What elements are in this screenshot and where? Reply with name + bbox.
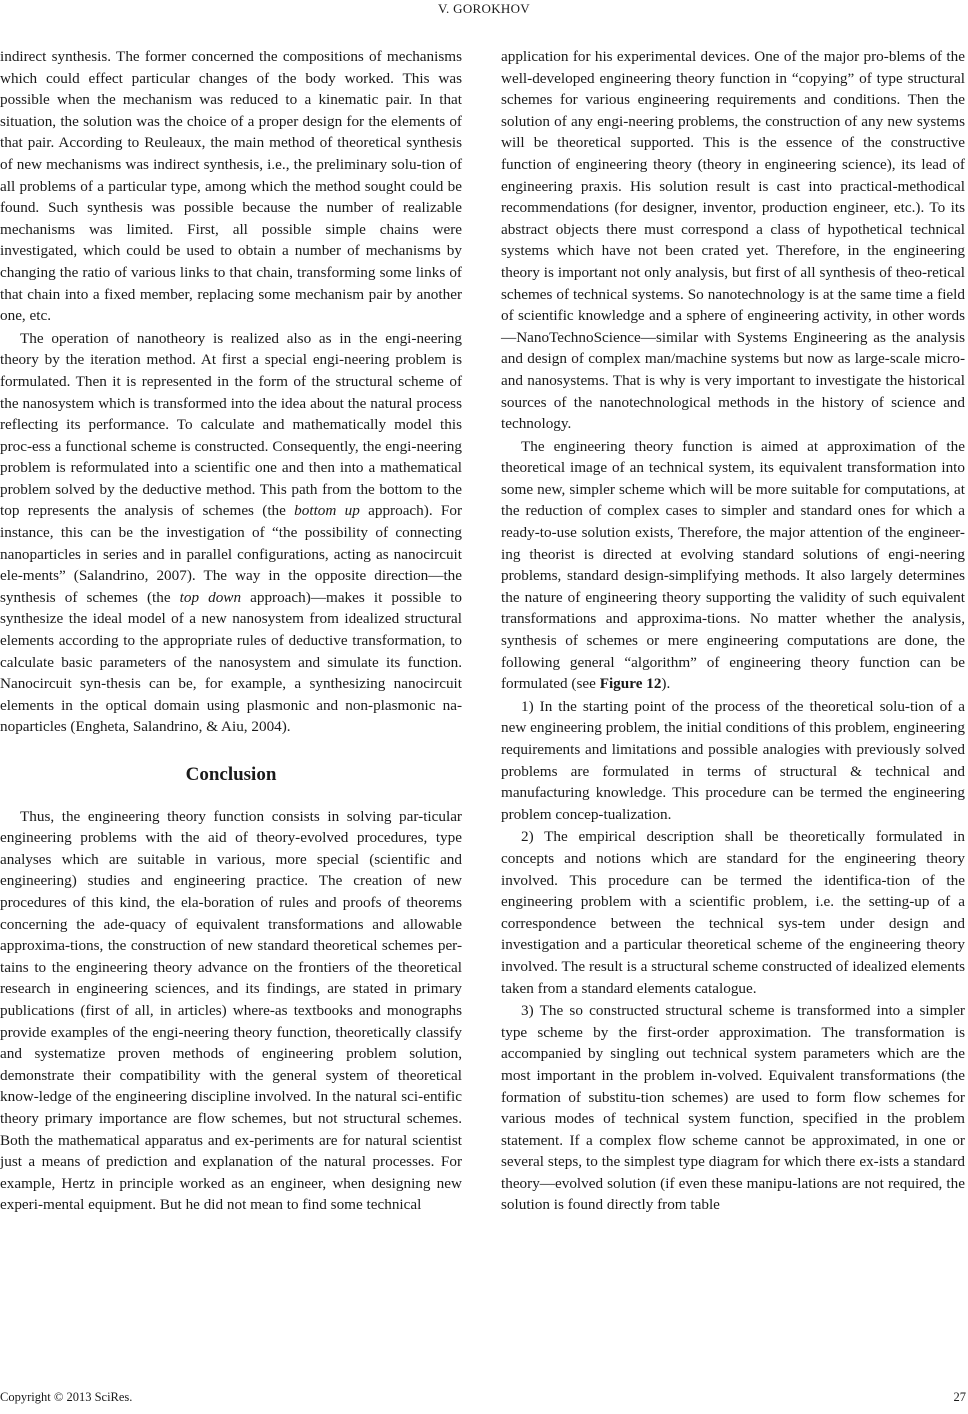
paragraph xyxy=(0,328,462,738)
text-run: The operation of nanotheory is realized also as in the engi-neering theory by the iteration method. At first a special engi-neering problem is formulated. Then it is represented in the form of the structural scheme of the nanosystem which is transformed into the idea about the natural process reflecting its performance. To calculate and mathematically model this proc-ess a functional scheme is constructed. Consequently, the engi-neering problem is reformulated into a scientific one and then into a mathematical problem solved by the deductive method. This path from the bottom to the top represents the analysis of schemes (the xyxy=(0,329,462,520)
paragraph: indirect synthesis. The former concerned the compositions of mechanisms which could effect particular changes of the body worked. This was possible when the mechanism was reduced to a kinematic pair. In that situation, the solution was the choice of a proper design for the elements of that pair. According to Reuleaux, the main method of theoretical synthesis of new mechanisms was indirect synthesis, i.e., the preliminary solu-tion of all problems of a particular type, among which the method sought could be found. Such synthesis was possible because the number of realizable mechanisms was limited. First, all possible simple chains were investigated, which could be used to obtain a number of mechanisms by changing the ratio of various links to that chain, transforming some links of that chain into a fixed member, replacing some mechanism pair by another one, etc. xyxy=(0,48,462,325)
figure-reference: Figure 12 xyxy=(599,675,662,693)
emphasis: bottom up xyxy=(294,502,360,520)
page-number: 27 xyxy=(953,1390,966,1404)
running-head: V. GOROKHOV xyxy=(438,1,530,16)
emphasis: top down xyxy=(179,588,242,606)
paragraph: 2) The empirical description shall be theoretically formulated in concepts and notions which are standard for the engineering theory involved. This procedure can be termed the identifica-tion of the engineering problem with a scientific problem, i.e. the setting-up of a correspondence between the technical sys-tem under design and investigation and a particular theoretical scheme of the engineering theory involved. The result is a structural scheme constructed of idealized elements taken from a standard elements catalogue. xyxy=(501,828,965,997)
left-column xyxy=(0,46,462,1216)
paragraph: 1) In the starting point of the process of the theoretical solu-tion of a new engineering problem, the initial conditions of this problem, engineering requirements and limitations and possible analogies with previously solved problems are formulated in terms of structural & technical and manufacturing knowledge. This procedure can be termed the engineering problem concep-tualization. xyxy=(501,697,965,823)
paragraph xyxy=(501,436,965,695)
text-run: approach). For instance, this can be the investigation of “the possibility of connecting nanoparticles in series and in parallel configurations, acting as nanocircuit ele-ments” (Salandrino, 2007). The way in the opposite direction—the synthesis of schemes (the xyxy=(0,502,463,606)
section-heading: Conclusion xyxy=(185,764,277,785)
page-footer xyxy=(0,1388,966,1408)
right-column xyxy=(501,46,965,1216)
text-run: ). xyxy=(661,675,671,693)
paragraph: Thus, the engineering theory function consists in solving par-ticular engineering problems with the aid of theory-evolved procedures, type analyses which are suitable in various, more special (scientific and engineering) studies and engineering practice. The creation of new procedures of this kind, the ela-boration of rules and proofs of theorems concerning the ade-quacy of equivalent transformations and allowable approxima-tions, the construction of new standard theoretical schemes per-tains to the engineering theory advance on the frontiers of the theoretical research in engineering sciences, and its findings, are stated in primary publications (first of all, in articles) where-as textbooks and monographs provide examples of the engi-neering theory function, theoretically classify and systematize proven methods of engineering problem solution, demonstrate their compatibility with the general system of theoretical know-ledge of the engineering discipline involved. In the natural sci-entific theory primary importance are flow schemes, but not structural schemes. Both the mathematical apparatus and ex-periments are for natural scientist just a means of prediction and explanation of the natural processes. For example, Hertz in principle worked as an engineer, when designing new experi-mental equipment. But he did not mean to find some technical xyxy=(0,807,462,1214)
copyright-notice: Copyright © 2013 SciRes. xyxy=(0,1390,133,1404)
text-run: The engineering theory function is aimed at approximation of the theoretical image of an technical system, its equivalent transformation into some new, simpler scheme which will be more suitable for computations, at the reduction of complex cases to simpler and standard ones for which a ready-to-use solution exists, Therefore, the major attention of the engineer-ing theorist is directed at evolving standard solutions of engi-neering problems, standard design-simplifying methods. It also largely determines the nature of engineering theory supporting the validity of such equivalent transformations and approxima-tions. No matter whether the analysis, synthesis of schemes or mere engineering computations are done, the following general “algorithm” of engineering theory function can be formulated (see xyxy=(501,437,965,693)
text-run: approach)—makes it possible to synthesize the ideal model of a new nanosystem from idealized structural elements according to the appropriate rules of deductive transformation, to calculate basic parameters of the nanosystem and simulate its function. Nanocircuit syn-thesis can be, for example, a synthesizing nanocircuit elements in the optical domain using plasmonic and non-plasmonic na-noparticles (Engheta, Salandrino, & Aiu, 2004). xyxy=(0,588,463,736)
paragraph: application for his experimental devices. One of the major pro-blems of the well-developed engineering theory function in “copying” of type structural schemes for various engineering requirements and conditions. Then the solution of any engi-neering problems, the construction of any new systems will be theoretical supported. This is the essence of the constructive function of engineering theory (theory in engineering science), its lead of engineering praxis. His solution result is cast into practical-methodical recommendations (for designer, inventor, production engineer, etc.). To its abstract objects there must correspond a class of hypothetical technical systems which have not been crated yet. Therefore, in the engineering theory is important not only analysis, but first of all synthesis of theo-retical schemes of technical systems. So nanotechnology is at the same time a field of scientific knowledge and a sphere of engineering activity, in other words—NanoTechnoScience—similar with Systems Engineering as the analysis and design of complex man/machine systems but now as large-scale micro- and nanosystems. That is why is very important to investigate the historical sources of the nanotechnological methods in the history of science and technology. xyxy=(501,48,965,433)
paragraph: 3) The so constructed structural scheme is transformed into a simpler type scheme by the first-order approximation. The transformation is accompanied by singling out technical system parameters which are the most important in the problem in-volved. Equivalent transformations (the formation of substitu-tion schemes) are used to form flow schemes for various modes of technical system function, specified in the problem statement. If a complex flow scheme cannot be approximated, in one or several steps, to the simplest type diagram for which there ex-ists a standard theory—evolved solution (if even these manipu-lations are not required, the solution is found directly from table xyxy=(501,1002,965,1214)
